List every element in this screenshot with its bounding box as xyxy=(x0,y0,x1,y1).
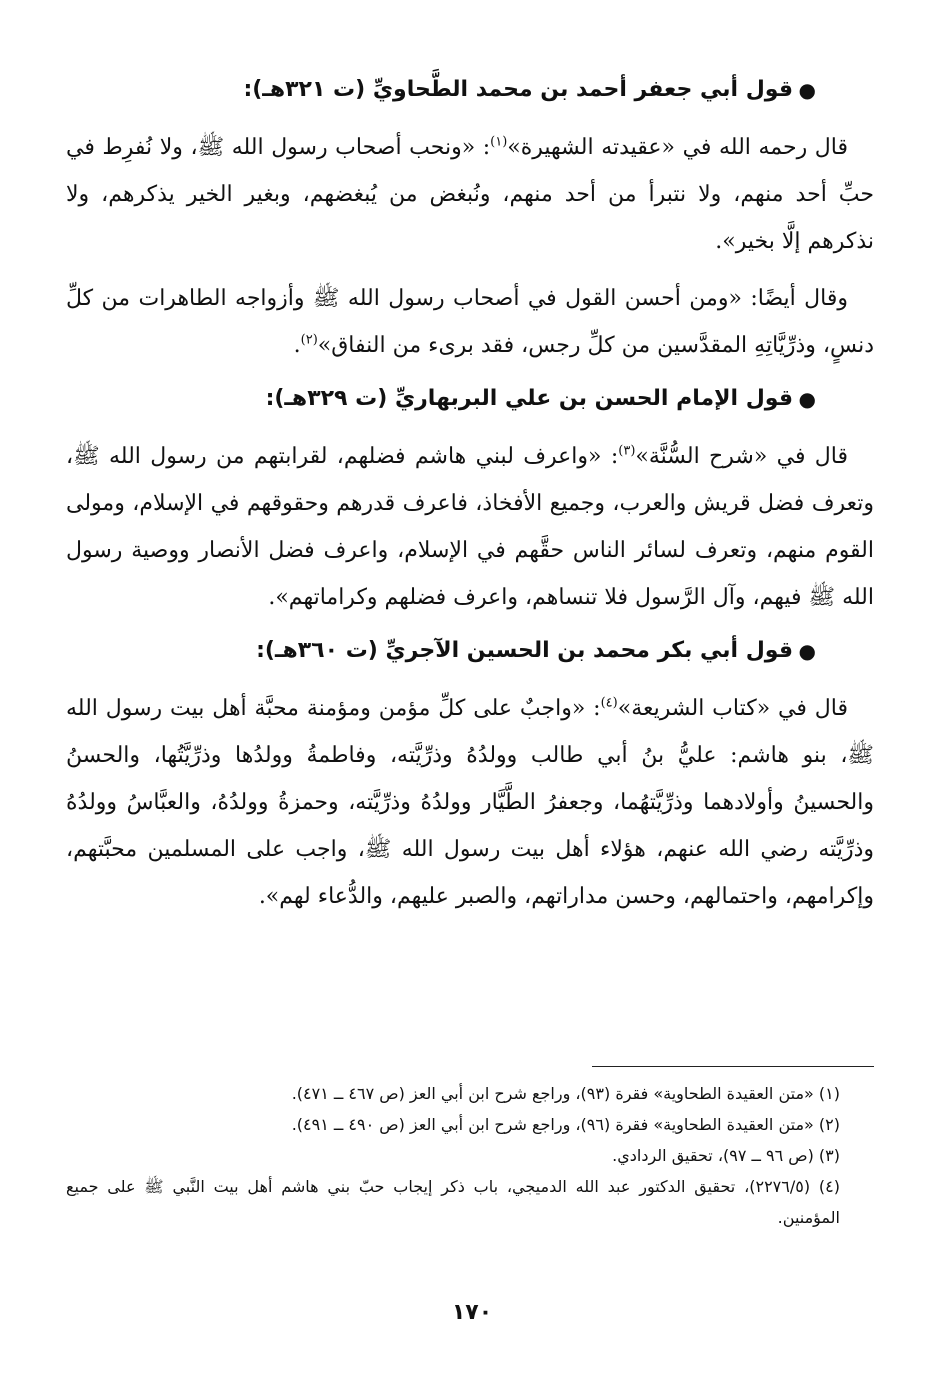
page-body xyxy=(66,70,874,930)
page-number: ١٧٠ xyxy=(451,1300,493,1325)
footnote-4: (٤) (٢٢٧٦/٥)، تحقيق الدكتور عبد الله الدميجي، باب ذكر إيجاب حبّ بني هاشم أهل بيت النَّبي ﷺ على جميع المؤمنين. xyxy=(66,1177,840,1227)
footnote-ref[interactable]: (٤) xyxy=(600,695,618,711)
paragraph xyxy=(66,433,874,621)
paragraph-text: وقال أيضًا: «ومن أحسن القول في أصحاب رسول الله ﷺ وأزواجه الطاهرات من كلِّ دنسٍ، وذرِّيَّاتِهِ المقدَّسين من كلِّ رجس، فقد برىء من النفاق» xyxy=(66,286,874,358)
paragraph-text: قال رحمه الله في «عقيدته الشهيرة» xyxy=(507,135,848,160)
footnote-3: (٣) (ص ٩٦ ــ ٩٧)، تحقيق الردادي. xyxy=(612,1146,840,1165)
heading-text: قول أبي جعفر أحمد بن محمد الطَّحاويِّ (ت ٣٢١هـ): xyxy=(243,77,793,102)
footnote-divider xyxy=(592,1066,874,1067)
footnotes xyxy=(66,1078,840,1233)
section-heading-tahawi xyxy=(66,70,874,110)
paragraph xyxy=(66,275,874,369)
paragraph-text: : «ونحب أصحاب رسول الله ﷺ، ولا نُفرِط في حبِّ أحد منهم، ولا نتبرأ من أحد منهم، ونُبغض من يُبغضهم، وبغير الخير يذكرهم، ولا نذكرهم إلَّا بخير». xyxy=(66,135,874,254)
paragraph xyxy=(66,685,874,920)
bullet-icon: ● xyxy=(798,78,816,102)
paragraph-text: . xyxy=(293,333,301,358)
paragraph-text: : «واعرف لبني هاشم فضلهم، لقرابتهم من رسول الله ﷺ، وتعرف فضل قريش والعرب، وجميع الأفخاذ، فاعرف قدرهم وحقوقهم في الإسلام، ومولى القوم منهم، وتعرف لسائر الناس حقَّهم في الإسلام، واعرف فضل الأنصار ووصية رسول الله ﷺ فيهم، وآل الرَّسول فلا تنساهم، واعرف فضلهم وكراماتهم». xyxy=(66,444,874,610)
paragraph-text: قال في «شرح السُّنَّة» xyxy=(635,444,849,469)
bullet-icon: ● xyxy=(798,639,816,663)
heading-text: قول أبي بكر محمد بن الحسين الآجريِّ (ت ٣٦٠هـ): xyxy=(256,638,793,663)
heading-text: قول الإمام الحسن بن علي البربهاريِّ (ت ٣٢٩هـ): xyxy=(265,386,793,411)
paragraph-text: قال في «كتاب الشريعة» xyxy=(617,696,848,721)
footnote-ref[interactable]: (٣) xyxy=(618,443,636,459)
footnote-2: (٢) «متن العقيدة الطحاوية» فقرة (٩٦)، وراجع شرح ابن أبي العز (ص ٤٩٠ ــ ٤٩١). xyxy=(291,1115,840,1134)
section-heading-ajurri xyxy=(66,631,874,671)
section-heading-barbahari xyxy=(66,379,874,419)
paragraph-text: : «واجبٌ على كلِّ مؤمن ومؤمنة محبَّة أهل بيت رسول الله ﷺ، بنو هاشم: عليُّ بنُ أبي طالب وولدُهُ وذرِّيَّته، وفاطمةُ وولدُها وذرِّيَّتُها، والحسنُ والحسينُ وأولادهما وذرِّيَّتهُما، وجعفرُ الطَّيَّار وولدُهُ وذرِّيَّته، وحمزةُ وولدُهُ، والعبَّاسُ وولدُهُ وذرِّيَّته رضي الله عنهم، هؤلاء أهل بيت رسول الله ﷺ، واجب على المسلمين محبَّتهم، وإكرامهم، واحتمالهم، وحسن مداراتهم، والصبر عليهم، والدُّعاء لهم». xyxy=(66,696,874,909)
footnote-ref[interactable]: (٢) xyxy=(300,332,318,348)
footnote-1: (١) «متن العقيدة الطحاوية» فقرة (٩٣)، وراجع شرح ابن أبي العز (ص ٤٦٧ ــ ٤٧١). xyxy=(291,1084,840,1103)
paragraph xyxy=(66,124,874,265)
footnote-ref[interactable]: (١) xyxy=(490,134,508,150)
bullet-icon: ● xyxy=(798,387,816,411)
